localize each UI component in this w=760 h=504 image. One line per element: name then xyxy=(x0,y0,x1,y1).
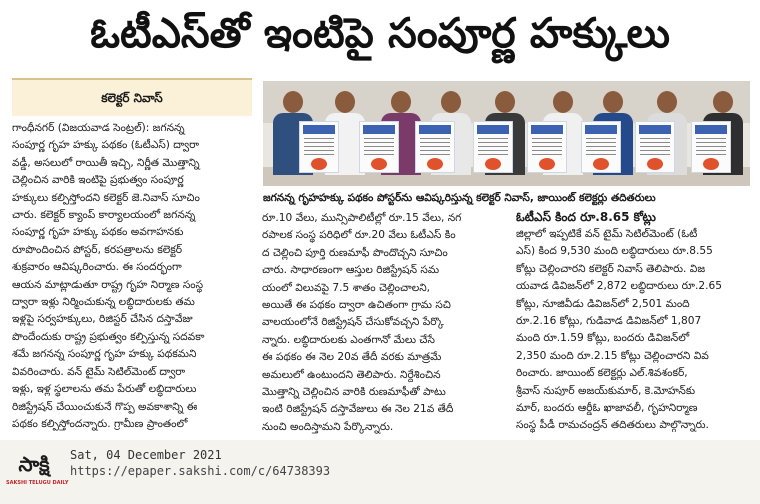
article-line: కోట్లు చెల్లించారని కలెక్టర్‌ నివాస్‌ తెలిపారు. విజ xyxy=(516,262,706,275)
article-line: రపాలక సంస్థ పరిధిలో రూ.20 వేలు ఓటీఎస్‌ కిం xyxy=(262,229,456,242)
scheme-poster xyxy=(635,121,675,173)
scheme-poster xyxy=(527,121,567,173)
news-photo xyxy=(263,81,750,186)
poster-emblem xyxy=(311,158,327,170)
article-line: అయితే ఈ పథకం ద్వారా ఉచితంగా గ్రామ సచి xyxy=(262,299,451,312)
logo-subtext: SAKSHI TELUGU DAILY xyxy=(6,480,69,486)
article-line: రిజిస్ట్రేషన్‌ చేయించుకునే గొప్ప అవకాశాన్ని ఈ xyxy=(12,400,198,413)
article-line: ద చెల్లించి పూర్తి రుణమాఫీ పొందొచ్చని సూచిం xyxy=(262,246,448,259)
poster-text xyxy=(304,138,334,156)
article-line: చెల్లించిన వారికి ఇంటిపై ప్రభుత్వం సంపూర్ణ xyxy=(12,174,184,187)
article-line: సంపూర్ణ గృహ హక్కు పథకం అవగాహనకు xyxy=(12,226,184,239)
article-line: ఆయన మాట్లాడుతూ రాష్ట్ర గృహ నిర్మాణ సంస్థ xyxy=(12,278,204,291)
article-line: కోట్లు, నూజివీడు డివిజన్‌లో 2,501 మంది xyxy=(516,297,690,310)
article-line: ఇళ్లపై సర్వహక్కులు, రిజిస్టర్‌ చేసిన దస్తావేజు xyxy=(12,313,193,326)
poster-header xyxy=(585,125,617,134)
headline: ఓటీఎస్‌తో ఇంటిపై సంపూర్ణ హక్కులు xyxy=(90,9,670,57)
article-line: నుంచి అందిస్తామని పేర్కొన్నారు. xyxy=(262,420,394,433)
poster-text xyxy=(532,138,562,156)
poster-header xyxy=(477,125,509,134)
article-line: శుక్రవారం ఆవిష్కరించారు. ఈ సందర్భంగా xyxy=(12,261,182,274)
scheme-poster xyxy=(299,121,339,173)
logo-word: సాక్షి xyxy=(18,452,50,476)
article-line: శ్రీవాస్‌ నుపూర్‌ అజయ్‌కుమార్, కె.మోహన్‌కు xyxy=(516,384,696,397)
poster-emblem xyxy=(427,158,443,170)
edition-date: Sat, 04 December 2021 xyxy=(70,448,222,462)
person-head xyxy=(283,91,303,113)
article-line: జిల్లాలో ఇప్పటికే వన్‌ టైమ్‌ సెటిల్‌మెంట్‌ (ఓటీ xyxy=(516,228,698,240)
poster-text xyxy=(420,138,450,156)
poster-emblem xyxy=(371,158,387,170)
article-column-2 xyxy=(262,210,506,440)
person-head xyxy=(603,91,623,113)
article-line: హక్కులు కల్పిస్తోందని కలెక్టర్‌ జె.నివాస్‌ సూచిం xyxy=(12,191,200,204)
person-head xyxy=(441,91,461,113)
poster-header xyxy=(303,125,335,134)
article-line: గాంధీనగర్‌ (విజయవాడ సెంట్రల్‌): జగనన్న xyxy=(12,122,185,134)
article-line: రించారు. జాయింట్‌ కలెక్టర్లు ఎల్‌.శివశంకర్, xyxy=(516,367,688,380)
article-line: ద్వారా ఇళ్లు నిర్మించుకున్న లబ్ధిదారులకు తమ xyxy=(12,296,195,309)
article-line: యవాడ డివిజన్‌లో 2,872 లబ్ధిదారులు రూ.2.65 xyxy=(516,280,722,293)
poster-emblem xyxy=(647,158,663,170)
poster-emblem xyxy=(485,158,501,170)
poster-emblem xyxy=(539,158,555,170)
article-line: రూ.2.16 కోట్లు, గుడివాడ డివిజన్‌లో 1,807 xyxy=(516,315,702,328)
sakshi-logo xyxy=(6,450,69,494)
person-head xyxy=(657,91,677,113)
article-line: చారు. సాధారణంగా ఆస్తుల రిజిస్ట్రేషన్‌ సమ xyxy=(262,264,440,277)
person-head xyxy=(335,91,355,113)
article-line: చారు. కలెక్టర్‌ క్యాంప్‌ కార్యాలయంలో జగనన్న xyxy=(12,209,196,222)
article-line: ఇంటి రిజిస్ట్రేషన్‌ దస్తావేజులు ఈ నెల 21వ తేదీ xyxy=(262,403,454,416)
photo-caption: జగనన్న గృహహక్కు పథకం పోస్టర్‌ను ఆవిష్కరిస్తున్న కలెక్టర్‌ నివాస్, జాయింట్‌ కలెక్టర్లు తదితరులు xyxy=(263,192,656,204)
poster-header xyxy=(639,125,671,134)
article-column-3 xyxy=(516,226,752,440)
article-line: వాలయంలోనే రిజిస్ట్రేషన్‌ చేసుకోవచ్చని పేర్కొ xyxy=(262,316,444,329)
poster-header xyxy=(419,125,451,134)
person-head xyxy=(495,91,515,113)
scheme-poster xyxy=(691,121,731,173)
poster-text xyxy=(696,138,726,156)
person-head xyxy=(553,91,573,113)
poster-text xyxy=(478,138,508,156)
article-line: మార్, బందరు ఆర్డీఓ ఖాజావలీ, గృహనిర్మాణ xyxy=(516,402,698,415)
article-line: న్నారు. లబ్ధిదారులకు ఎంతగానో మేలు చేసే xyxy=(262,333,435,346)
scheme-poster xyxy=(415,121,455,173)
article-line: అమలులో ఉంటుందని తెలిపారు. నిర్దేశించిన xyxy=(262,368,441,381)
article-line: సంస్థ పీడీ రామచంద్రన్‌ తదితరులు పాల్గొన్నారు. xyxy=(516,419,709,432)
article-line: వడ్డీ, అసలులో రాయితీ ఇచ్చి, నిర్ణీత మొత్తాన్ని xyxy=(12,156,200,169)
article-line: ఎస్‌) కింద 9,530 మంది లబ్ధిదారులు రూ.8.55 xyxy=(516,245,713,258)
poster-text xyxy=(586,138,616,156)
poster-header xyxy=(531,125,563,134)
person-head xyxy=(713,91,733,113)
article-line: పథకం కల్పిస్తోందన్నారు. గ్రామీణ ప్రాంతంలో xyxy=(12,417,188,430)
poster-emblem xyxy=(703,158,719,170)
byline: కలెక్టర్‌ నివాస్‌ xyxy=(12,78,252,116)
poster-header xyxy=(695,125,727,134)
article-line: యంలో విలువపై 7.5 శాతం చెల్లించాలని, xyxy=(262,281,431,294)
scheme-poster xyxy=(473,121,513,173)
article-line: మంది రూ.1.59 కోట్లు, బందరు డివిజన్‌లో xyxy=(516,332,690,345)
footer xyxy=(0,440,760,504)
person-head xyxy=(391,91,411,113)
article-line: ఇళ్లు, ఇళ్ల స్థలాలను తమ పేరుతో లబ్ధిదారులు xyxy=(12,383,197,396)
article-line: రూ.10 వేలు, మున్సిపాలిటీల్లో రూ.15 వేలు, నగ xyxy=(262,212,462,224)
scheme-poster xyxy=(359,121,399,173)
article-line: రూపొందించిన పోస్టర్, కరపత్రాలను కలెక్టర్‌ xyxy=(12,243,183,256)
poster-emblem xyxy=(593,158,609,170)
column-3-heading: ఓటీఎస్‌ కింద రూ.8.65 కోట్లు xyxy=(516,210,656,224)
article-line: 2,350 మంది రూ.2.15 కోట్లు చెల్లించారని వివ xyxy=(516,349,709,362)
article-line: సంపూర్ణ గృహ హక్కు పథకం (ఓటీఎస్‌) ద్వారా xyxy=(12,139,200,152)
poster-text xyxy=(364,138,394,156)
article-column-1 xyxy=(12,120,254,438)
epaper-link[interactable]: https://epaper.sakshi.com/c/64738393 xyxy=(70,464,331,478)
article-line: వివరించారు. వన్‌ టైమ్‌ సెటిల్‌మెంట్‌ ద్వారా xyxy=(12,365,186,378)
scheme-poster xyxy=(581,121,621,173)
article-line: ఈ పథకం ఈ నెల 20వ తేదీ వరకు మాత్రమే xyxy=(262,351,442,364)
article-line: మొత్తాన్ని చెల్లించిన వారికి రుణమాఫీతో పాటు xyxy=(262,386,446,399)
article-line: శమే జగనన్న సంపూర్ణ గృహ హక్కు పథకమని xyxy=(12,348,197,361)
poster-text xyxy=(640,138,670,156)
article-line: పొందేందుకు రాష్ట్ర ప్రభుత్వం కల్పిస్తున్న సదవకా xyxy=(12,330,205,343)
poster-header xyxy=(363,125,395,134)
